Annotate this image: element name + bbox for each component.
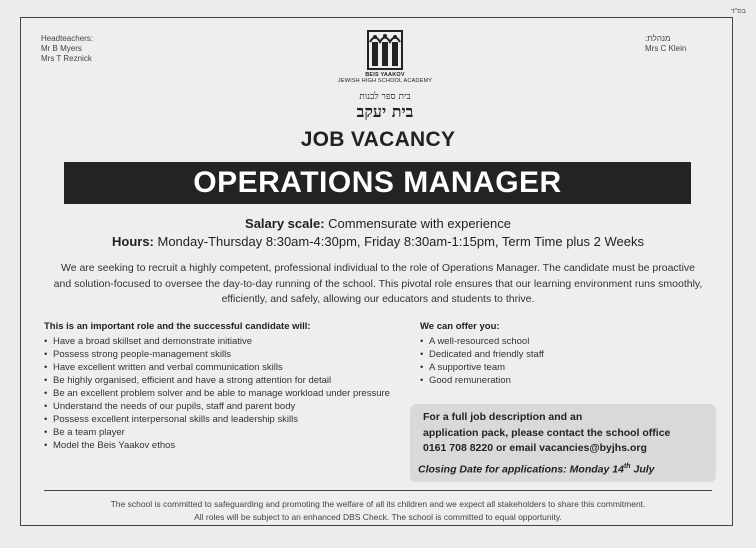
list-item: • Be highly organised, efficient and have a strong attention for detail: [44, 374, 404, 387]
hebrew-name-small: בית ספר לבנות: [359, 92, 411, 102]
list-item: • Be an excellent problem solver and be able to manage workload under pressure: [44, 387, 404, 400]
contact-line: application pack, please contact the school office: [423, 426, 671, 439]
requirements-section: [44, 321, 404, 452]
headteachers-title: Headteachers:: [41, 34, 94, 43]
corner-mark: בס"ד: [730, 8, 746, 15]
principal-title: מנהלת:: [645, 34, 671, 43]
hebrew-school-name: [330, 92, 440, 120]
hebrew-name-large: בית יעקב: [356, 102, 414, 121]
contact-line: For a full job description and an: [423, 411, 583, 423]
school-crest-icon: [367, 30, 403, 70]
list-item: • Good remuneration: [420, 374, 710, 387]
principal-name: Mrs C Klein: [645, 44, 687, 53]
position-title-banner: OPERATIONS MANAGER: [64, 162, 691, 204]
hours-label: Hours:: [111, 234, 154, 249]
principal-block: [645, 34, 686, 54]
footer-line: All roles will be subject to an enhanced DBS Check. The school is committed to equal opportunity.: [194, 512, 562, 522]
contact-line: 0161 708 8220 or email vacancies@byjhs.org: [423, 442, 647, 454]
list-item: • Possess strong people-management skills: [44, 348, 404, 361]
logo-school-subtitle: JEWISH HIGH SCHOOL ACADEMY: [337, 78, 433, 84]
offer-section: [420, 321, 710, 387]
list-item: • Have excellent written and verbal communication skills: [44, 361, 404, 374]
requirements-list: [44, 335, 404, 452]
hours-value: Monday-Thursday 8:30am-4:30pm, Friday 8:30am-1:15pm, Term Time plus 2 Weeks: [153, 234, 644, 249]
list-item: • A supportive team: [420, 361, 710, 374]
list-item: • Be a team player: [44, 426, 404, 439]
offer-heading: We can offer you:: [420, 321, 500, 332]
footer-statement: [30, 498, 726, 524]
list-item: • Have a broad skillset and demonstrate initiative: [44, 335, 404, 348]
salary-label: Salary scale:: [245, 216, 325, 231]
closing-date-text: Closing Date for applications: Monday 14: [418, 463, 624, 476]
hours-line: [0, 234, 756, 249]
closing-date-month: July: [630, 463, 655, 476]
school-logo: [330, 30, 440, 84]
list-item: • Dedicated and friendly staff: [420, 348, 710, 361]
job-vacancy-heading: JOB VACANCY: [300, 128, 456, 151]
headteachers-block: [41, 34, 93, 64]
list-item: • A well-resourced school: [420, 335, 710, 348]
contact-info: [423, 410, 713, 457]
footer-divider: [44, 490, 712, 491]
closing-date: [418, 463, 710, 476]
closing-date-suffix: th: [623, 463, 631, 470]
salary-value: Commensurate with experience: [324, 216, 511, 231]
headteacher-name: Mr B Myers: [41, 44, 82, 53]
offer-list: [420, 335, 710, 387]
salary-line: [0, 216, 756, 231]
list-item: • Model the Beis Yaakov ethos: [44, 439, 404, 452]
intro-paragraph: We are seeking to recruit a highly competent, professional individual to the role of Operations Manager. The candidate must be proactive and solution-focused to oversee the day-to-day running of the school. This pivotal role ensures that our learning environment runs smoothly, efficiently, and safely, allowing our educators and students to thrive.: [53, 262, 703, 305]
footer-line: The school is committed to safeguarding and promoting the welfare of all its children and we expect all stakeholders to share this commitment.: [110, 499, 646, 509]
list-item: • Possess excellent interpersonal skills and leadership skills: [44, 413, 404, 426]
logo-school-name: BEIS YAAKOV: [365, 72, 405, 78]
list-item: • Understand the needs of our pupils, staff and parent body: [44, 400, 404, 413]
headteacher-name: Mrs T Reznick: [41, 54, 92, 63]
requirements-heading: This is an important role and the successful candidate will:: [44, 321, 311, 332]
